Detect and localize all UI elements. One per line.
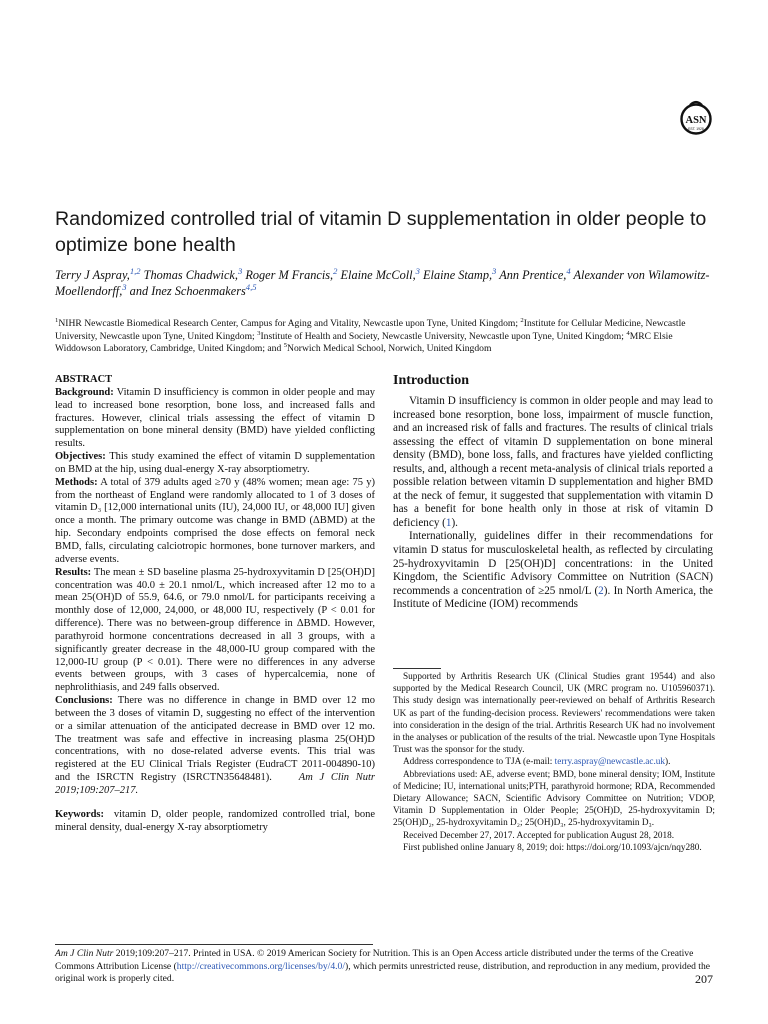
introduction [393,372,713,612]
abstract-citation: Am J Clin Nutr 2019;109:207–217. [55,772,375,796]
abstract-conclusions: Conclusions: There was no difference in change in BMD over 12 mo between the 3 doses of vitamin D, suggesting no effect of the intervention or a similar attenuation of the anticipated decrease in BMD over 12 mo. The treatment was safe and effective in increasing plasma 25(OH)D concentrations, with no dose-related adverse events. This trial was registered at the EU Clinical Trials Register (EudraCT 2011-004890-10) and the ISRCTN Registry (ISRCTN35648481). Am J Clin Nutr 2019;109:207–217. [55,695,375,796]
received-note: Received December 27, 2017. Accepted for publication August 28, 2018. [403,830,675,841]
asn-seal-logo-icon [677,97,715,145]
reference-link[interactable]: 2 [598,584,604,597]
introduction-heading: Introduction [393,373,469,388]
author: Ann Prentice,$^4$ [499,265,571,282]
author: Elaine McColl,$^3$ [340,265,420,282]
asn-logo [677,97,715,145]
license-link[interactable]: http://creativecommons.org/licenses/by/4.0/ [176,960,345,972]
footnotes [393,671,715,854]
abstract [55,374,375,835]
email-link[interactable]: terry.aspray@newcastle.ac.uk [554,757,666,768]
intro-paragraph-2: Internationally, guidelines differ in their recommendations for vitamin D status for musculoskeletal health, as reflected by circulating 25-hydroxyvitamin D [25(OH)D] concentrations: in the United Kingdom, the Scientific Advisory Committee on Nutrition (SACN) recommends a concentration of ≥25 nmol/L (2). In North America, the Institute of Medicine (IOM) recommends [393,530,713,611]
bottom-divider [55,944,373,945]
author: Thomas Chadwick,$^3$ [143,265,243,282]
logo-subtext: EST. 1928 [688,127,704,131]
reference-link[interactable]: 1 [445,516,452,529]
abstract-objectives: Objectives: This study examined the effect of vitamin D supplementation on BMD at the hip, using dual-energy X-ray absorptiometry. [55,451,376,475]
copyright-note: Am J Clin Nutr 2019;109:207–217. Printed in USA. © 2019 American Society for Nutrition. This is an Open Access article distributed under the terms of the Creative Commons Attribution License (http://creativecommons.org/licenses/by/4.0/), which permits unrestricted reuse, distribution, and reproduction in any medium, provided the original work is properly cited. [55,948,711,985]
author: Alexander von Wilamowitz-Moellendorff,$^3$ [55,268,710,298]
author: Elaine Stamp,$^3$ [423,265,497,282]
correspondence-note: Address correspondence to TJA (e-mail: terry.aspray@newcastle.ac.uk). [403,757,671,768]
article-title: Randomized controlled trial of vitamin D supplementation in older people to optimize bone health [55,208,707,256]
author-list [55,265,735,299]
abstract-results: Results: The mean ± SD baseline plasma 25-hydroxyvitamin D [25(OH)D] concentration was 40.0 ± 20.1 nmol/L, which increased after 12 mo to a mean 25(OH)D of 55.9, 64.6, or 79.0 nmol/L for participants receiving a monthly dose of 12,000, 24,000, or 48,000 IU, respectively (P < 0.01 for difference). There was no between-group difference in ΔBMD. However, parathyroid hormone concentrations decreased in all 3 groups, with a significantly greater decrease in the 48,000-IU group compared with the 12,000-IU group (P < 0.01). There were no differences in any adverse events between groups, with 3 cases of hypercalcemia, none of nephrolithiasis, and 249 falls observed. [55,566,375,694]
abstract-background: Background: Vitamin D insufficiency is common in older people and may lead to increased bone resorption, bone loss, and increased falls and fractures. However, clinical trials assessing the effect of vitamin D supplementation on bone mineral density (BMD) have yielded conflicting results. [55,386,376,450]
footnote-divider [393,668,441,669]
published-note: First published online January 8, 2019; doi: https://doi.org/10.1093/ajcn/nqy280. [403,842,702,853]
author: Roger M Francis,$^2$ [245,265,338,282]
author: and Inez Schoenmakers$^{4,5}$ [129,281,257,298]
affiliations: $^1$NIHR Newcastle Biomedical Research Center, Campus for Aging and Vitality, Newcastle upon Tyne, United Kingdom; $^2$Institute for Cellular Medicine, Newcastle University, Newcastle upon Tyne, United Kingdom; $^3$Institute of Health and Society, Newcastle University, Newcastle upon Tyne, United Kingdom; $^4$MRC Elsie Widdowson Laboratory, Cambridge, United Kingdom; and $^5$Norwich Medical School, Norwich, United Kingdom [55,316,686,355]
abbreviations-note: Abbreviations used: AE, adverse event; BMD, bone mineral density; IOM, Institute of Medicine; IU, international units;PTH, parathyroid hormone; RDA, Recommended Dietary Allowance; SACN, Scientific Advisory Committee on Nutrition; VDOP, Vitamin D Supplementation in Older People; 25(OH)D, 25-hydroxyvitamin D; 25(OH)D₂, 25-hydroxyvitamin D₂; 25(OH)D₃, 25-hydroxyvitamin D₃. [393,769,715,829]
logo-text: ASN [685,115,707,126]
funding-note: Supported by Arthritis Research UK (Clinical Studies grant 19544) and also supported by the Medical Research Council, UK (MRC program no. U105960371). This study design was internationally peer-reviewed on behalf of Arthritis Research UK as part of the funding-decision process. Reviewers' recommendations were taken into consideration in the design of the trial. Arthritis Research UK had no involvement in the analyses or publication of the results of the trial. Newcastle upon Tyne Hospitals Trust was the sponsor for the study. [393,672,715,756]
abstract-heading: ABSTRACT [55,374,113,385]
keywords: Keywords: vitamin D, older people, randomized controlled trial, bone mineral density, dual-energy X-ray absorptiometry [55,808,375,833]
abstract-methods: Methods: A total of 379 adults aged ≥70 y (48% women; mean age: 75 y) from the northeast of England were randomly allocated to 1 of 3 doses of vitamin D₃ [12,000 international units (IU), 24,000 IU, or 48,000 IU] given once a month. The primary outcome was change in BMD (ΔBMD) at the hip. Secondary endpoints comprised the dose effects on femoral neck BMD, falls, circulating calciotropic hormones, bone turnover markers, and adverse events. [55,476,376,565]
page-number: 207 [695,972,713,986]
intro-paragraph-1: Vitamin D insufficiency is common in older people and may lead to increased bone resorption, bone loss, impairment of muscle function, and an increased risk of falls and fractures. The results of clinical trials assessing the effect of vitamin D supplementation on bone mineral density (BMD), bone loss, falls, and fractures have yielded conflicting results, and, although a recent meta-analysis of clinical trials reported a possible relation between vitamin D supplementation and higher BMD at the neck of femur, it suggested that supplementation with vitamin D has a benefit for bone health only in those at risk of vitamin D deficiency (1). [393,395,713,529]
author: Terry J Aspray,$^{1,2}$ [55,265,141,282]
